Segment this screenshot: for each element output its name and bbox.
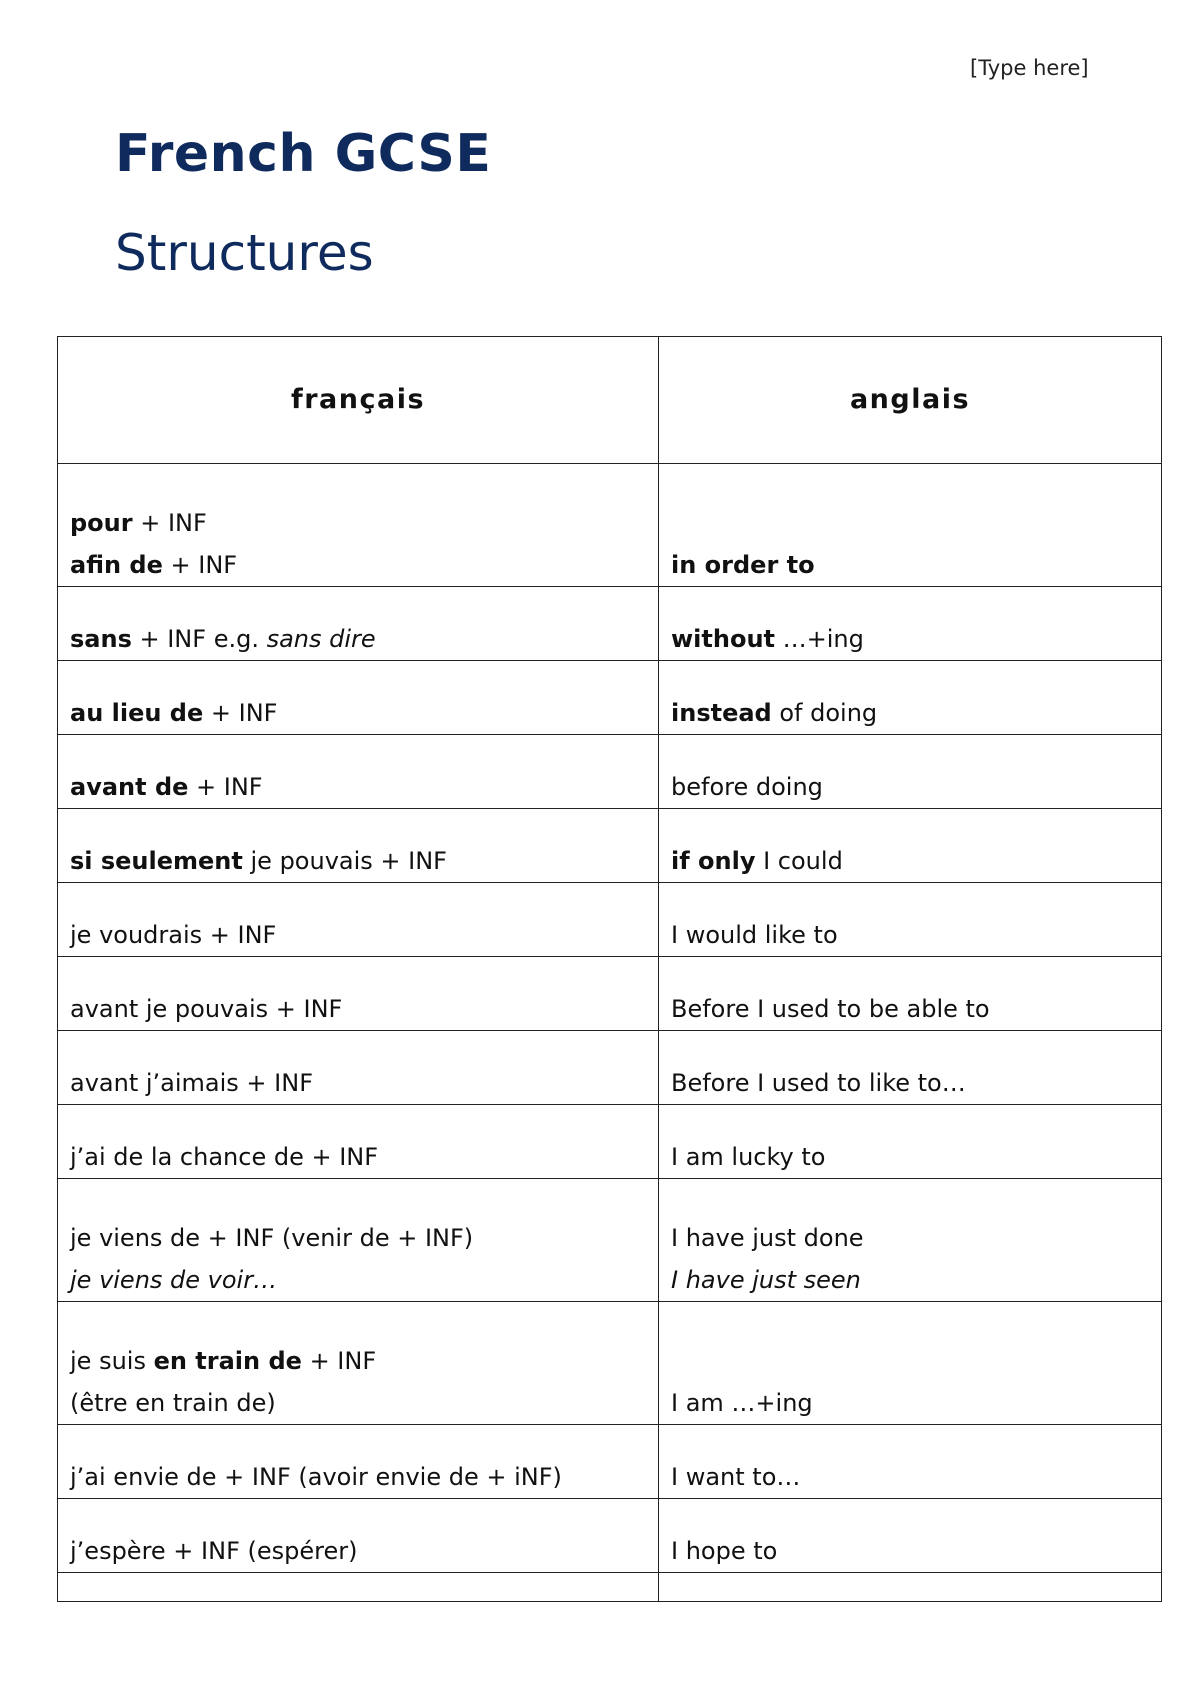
english-cell — [659, 809, 1162, 883]
french-cell — [58, 1031, 659, 1105]
french-cell — [58, 1499, 659, 1573]
french-cell — [58, 1105, 659, 1179]
cell-text: je pouvais + INF — [242, 847, 447, 875]
english-cell — [659, 1425, 1162, 1499]
cell-text: + INF — [162, 551, 238, 579]
cell-line — [671, 1217, 1149, 1259]
example-text: sans dire — [266, 625, 376, 653]
cell-line — [70, 914, 646, 956]
table-row — [58, 1573, 1162, 1602]
key-phrase: au lieu de — [70, 699, 204, 727]
key-phrase: si seulement — [70, 847, 243, 875]
table-row — [58, 735, 1162, 809]
french-cell — [58, 1302, 659, 1425]
key-phrase: pour — [70, 509, 133, 537]
key-phrase: en train de — [153, 1347, 302, 1375]
table-row — [58, 957, 1162, 1031]
french-cell — [58, 1179, 659, 1302]
cell-text: …+ing — [775, 625, 864, 653]
cell-line — [70, 766, 646, 808]
cell-line — [671, 988, 1149, 1030]
table-row — [58, 661, 1162, 735]
key-phrase: sans — [70, 625, 132, 653]
table-header-row — [58, 337, 1162, 464]
cell-line — [671, 1530, 1149, 1572]
cell-line — [70, 502, 646, 544]
cell-text: j’ai envie de + INF (avoir envie de + iNF) — [70, 1463, 562, 1491]
english-cell — [659, 1105, 1162, 1179]
cell-line — [671, 766, 1149, 808]
cell-text: Before I used to be able to — [671, 995, 990, 1023]
english-cell — [659, 883, 1162, 957]
cell-line — [70, 1259, 646, 1301]
cell-line — [671, 1062, 1149, 1104]
key-phrase: instead — [671, 699, 772, 727]
english-cell — [659, 587, 1162, 661]
english-cell — [659, 1302, 1162, 1425]
cell-line — [70, 988, 646, 1030]
cell-line — [70, 544, 646, 586]
cell-text: I hope to — [671, 1537, 778, 1565]
cell-text: I want to… — [671, 1463, 801, 1491]
cell-line — [671, 1382, 1149, 1424]
key-phrase: if only — [671, 847, 756, 875]
key-phrase: in order to — [671, 551, 815, 579]
structures-table — [57, 336, 1162, 1602]
table-body — [58, 464, 1162, 1602]
english-cell — [659, 661, 1162, 735]
document-title: French GCSE — [115, 124, 492, 184]
cell-line — [70, 1062, 646, 1104]
french-cell — [58, 661, 659, 735]
cell-text: avant j’aimais + INF — [70, 1069, 313, 1097]
table-row — [58, 464, 1162, 587]
french-cell — [58, 587, 659, 661]
cell-line — [70, 692, 646, 734]
cell-line — [70, 1456, 646, 1498]
cell-text: avant je pouvais + INF — [70, 995, 343, 1023]
english-cell — [659, 464, 1162, 587]
table-row — [58, 809, 1162, 883]
cell-line — [671, 840, 1149, 882]
cell-text: + INF — [132, 509, 207, 537]
cell-text: I am …+ing — [671, 1389, 813, 1417]
cell-text: je suis — [70, 1347, 154, 1375]
cell-text: + INF — [188, 773, 263, 801]
cell-line — [671, 544, 1149, 586]
table-row — [58, 1302, 1162, 1425]
key-phrase: without — [671, 625, 776, 653]
example-text: I have just seen — [671, 1266, 861, 1294]
example-text: je viens de voir… — [70, 1266, 278, 1294]
cell-text: Before I used to like to… — [671, 1069, 966, 1097]
english-cell — [659, 957, 1162, 1031]
cell-line — [671, 692, 1149, 734]
table-row — [58, 1031, 1162, 1105]
cell-line — [671, 618, 1149, 660]
cell-line — [671, 1456, 1149, 1498]
cell-line — [70, 1382, 646, 1424]
cell-line — [70, 840, 646, 882]
french-cell — [58, 1573, 659, 1602]
french-cell — [58, 883, 659, 957]
table-row — [58, 1105, 1162, 1179]
key-phrase: afin de — [70, 551, 163, 579]
cell-line — [671, 914, 1149, 956]
header-placeholder-text[interactable]: [Type here] — [970, 56, 1089, 80]
english-cell — [659, 1573, 1162, 1602]
cell-text: j’espère + INF (espérer) — [70, 1537, 358, 1565]
french-cell — [58, 809, 659, 883]
cell-line — [70, 1136, 646, 1178]
english-cell — [659, 1031, 1162, 1105]
cell-text: + INF — [301, 1347, 377, 1375]
cell-line — [70, 1217, 646, 1259]
cell-line — [671, 1136, 1149, 1178]
cell-text: before doing — [671, 773, 823, 801]
column-header-english: anglais — [659, 337, 1162, 464]
cell-text: + INF — [203, 699, 278, 727]
cell-text: (être en train de) — [70, 1389, 276, 1417]
french-cell — [58, 464, 659, 587]
document-subtitle: Structures — [115, 224, 374, 282]
table-row — [58, 883, 1162, 957]
table-row — [58, 587, 1162, 661]
cell-text: I have just done — [671, 1224, 864, 1252]
cell-line — [671, 1259, 1149, 1301]
key-phrase: avant de — [70, 773, 189, 801]
french-cell — [58, 1425, 659, 1499]
cell-text: I am lucky to — [671, 1143, 826, 1171]
cell-text: j’ai de la chance de + INF — [70, 1143, 379, 1171]
table-row — [58, 1499, 1162, 1573]
cell-text: je voudrais + INF — [70, 921, 277, 949]
french-cell — [58, 735, 659, 809]
cell-text: I would like to — [671, 921, 838, 949]
cell-text: I could — [755, 847, 843, 875]
cell-line — [70, 1340, 646, 1382]
english-cell — [659, 1499, 1162, 1573]
cell-line — [70, 618, 646, 660]
english-cell — [659, 1179, 1162, 1302]
cell-text: je viens de + INF (venir de + INF) — [70, 1224, 474, 1252]
cell-text: + INF e.g. — [131, 625, 267, 653]
french-cell — [58, 957, 659, 1031]
english-cell — [659, 735, 1162, 809]
column-header-french: français — [58, 337, 659, 464]
table-row — [58, 1179, 1162, 1302]
table-row — [58, 1425, 1162, 1499]
cell-line — [70, 1530, 646, 1572]
cell-text: of doing — [771, 699, 878, 727]
